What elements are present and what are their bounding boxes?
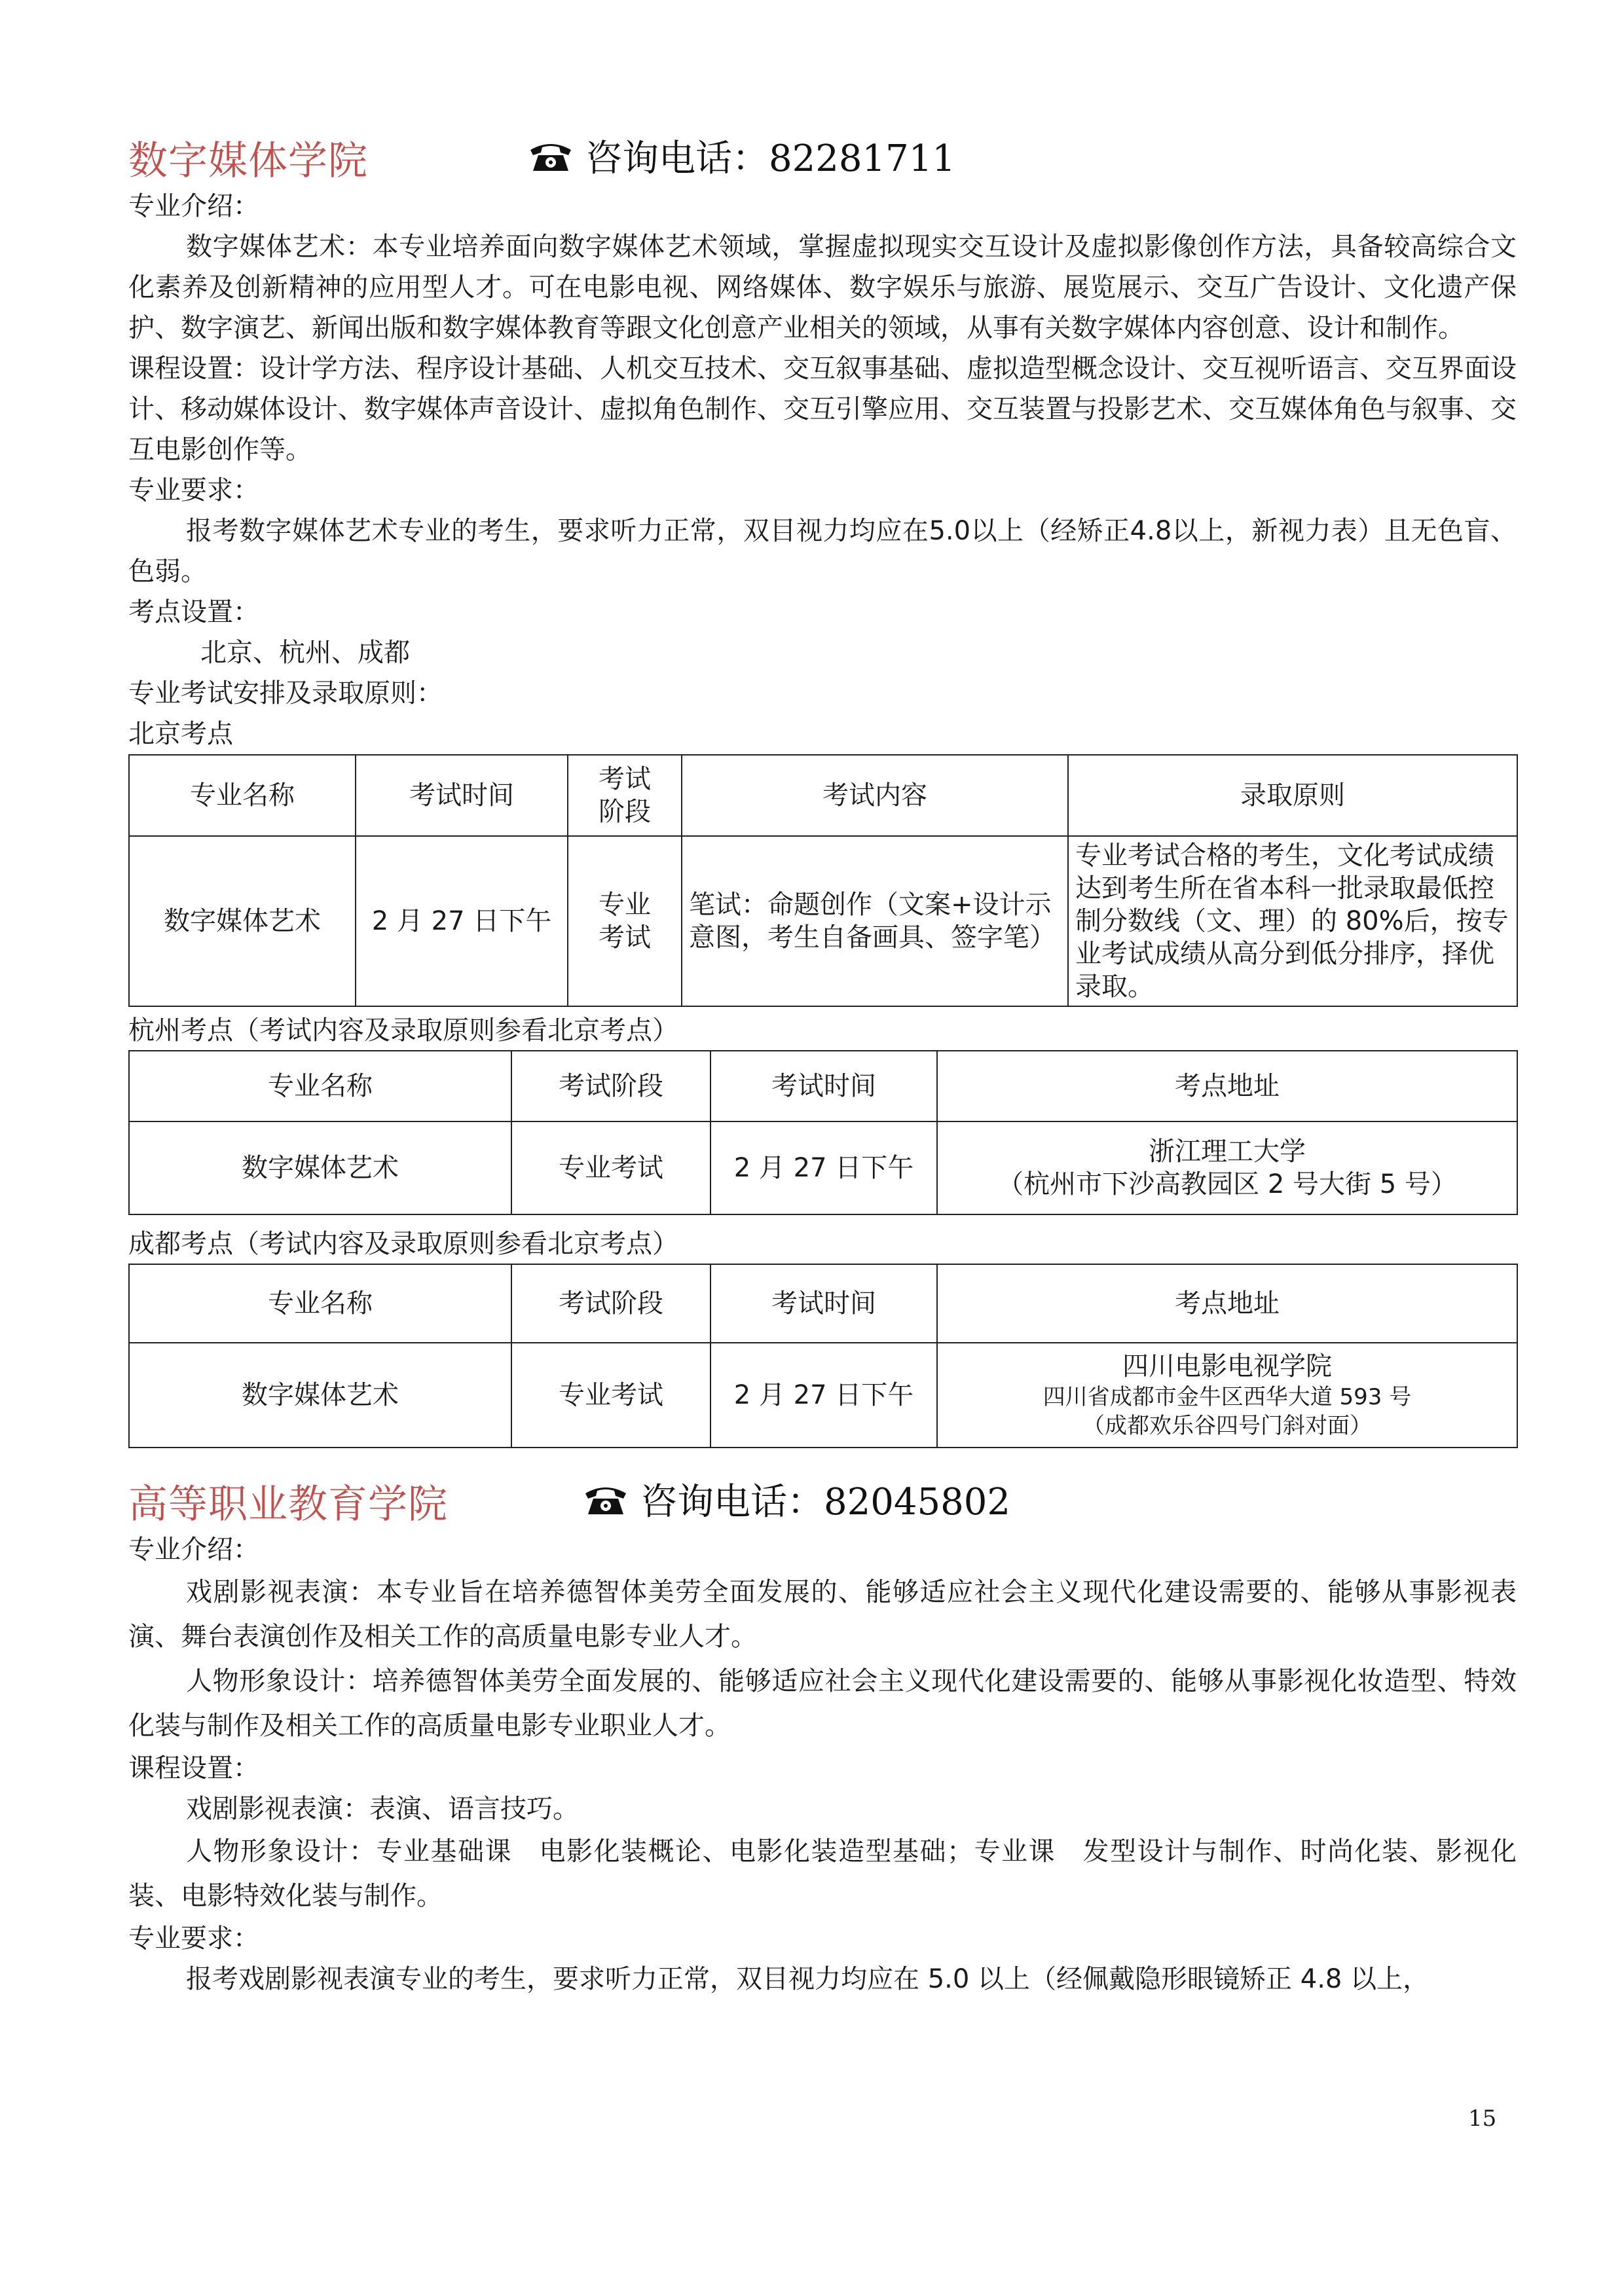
section-header [128, 118, 1517, 186]
phone-label: 咨询电话： [585, 137, 769, 180]
header-stage: 考试阶段 [568, 755, 682, 836]
venue-text: 北京、杭州、成都 [200, 638, 410, 668]
course-paragraph [128, 348, 1517, 470]
page-content [128, 118, 1517, 1999]
hangzhou-caption: 杭州考点（考试内容及录取原则参看北京考点） [128, 1015, 678, 1046]
header-major: 专业名称 [129, 755, 356, 836]
section-title: 高等职业教育学院 [128, 1482, 448, 1527]
course-label: 课程设置： [128, 1753, 259, 1783]
cell-time: 2 月 27 日下午 [710, 1121, 937, 1214]
cell-address [937, 1121, 1517, 1214]
requirement-text: 报考数字媒体艺术专业的考生，要求听力正常，双目视力均应在5.0以上（经矫正4.8以上，新视力表）且无色盲、色弱。 [128, 516, 1517, 587]
header-major: 专业名称 [129, 1264, 511, 1343]
phone-number: 82281711 [769, 137, 956, 180]
requirement-label: 专业要求： [128, 475, 259, 505]
phone-number: 82045802 [824, 1481, 1011, 1523]
address-line: 四川电影电视学院 [1122, 1351, 1332, 1381]
header-major: 专业名称 [129, 1051, 511, 1121]
address-line: 浙江理工大学 [1149, 1137, 1306, 1167]
course-paragraph: 人物形象设计：专业基础课 电影化装概论、电影化装造型基础；专业课 发型设计与制作、时尚化装、影视化装、电影特效化装与制作。 [128, 1836, 1517, 1911]
address-line: 四川省成都市金牛区西华大道 593 号 [1043, 1384, 1412, 1410]
requirement-label: 专业要求： [128, 1923, 259, 1954]
header-time: 考试时间 [710, 1264, 937, 1343]
chengdu-exam-table [128, 1264, 1518, 1448]
cell-major: 数字媒体艺术 [129, 836, 356, 1006]
table-row [129, 1343, 1517, 1448]
hangzhou-exam-table [128, 1050, 1518, 1215]
cell-stage: 专业考试 [511, 1343, 710, 1448]
table-row [129, 1121, 1517, 1214]
phone-contact [528, 130, 955, 183]
intro-label: 专业介绍： [128, 1535, 259, 1565]
cell-major: 数字媒体艺术 [129, 1121, 511, 1214]
intro-label: 专业介绍： [128, 191, 259, 221]
header-address: 考点地址 [937, 1264, 1517, 1343]
intro-paragraph: 人物形象设计：培养德智体美劳全面发展的、能够适应社会主义现代化建设需要的、能够从事影视化妆造型、特效化装与制作及相关工作的高质量电影专业职业人才。 [128, 1666, 1517, 1741]
venue-label: 考点设置： [128, 597, 259, 627]
header-stage: 考试阶段 [511, 1264, 710, 1343]
cell-major: 数字媒体艺术 [129, 1343, 511, 1448]
course-label: 课程设置： [128, 354, 259, 384]
cell-content: 笔试：命题创作（文案+设计示意图，考生自备画具、签字笔） [682, 836, 1068, 1006]
intro-text: 数字媒体艺术：本专业培养面向数字媒体艺术领域，掌握虚拟现实交互设计及虚拟影像创作方法，具备较高综合文化素养及创新精神的应用型人才。可在电影电视、网络媒体、数字娱乐与旅游、展览展示、交互广告设计、文化遗产保护、数字演艺、新闻出版和数字媒体教育等跟文化创意产业相关的领域，从事有关数字媒体内容创意、设计和制作。 [128, 232, 1517, 343]
course-paragraph: 戏剧影视表演：表演、语言技巧。 [186, 1794, 579, 1824]
phone-contact [583, 1473, 1010, 1526]
requirement-text: 报考戏剧影视表演专业的考生，要求听力正常，双目视力均应在 5.0 以上（经佩戴隐形眼镜矫正 4.8 以上， [186, 1964, 1430, 1994]
header-time: 考试时间 [356, 755, 568, 836]
header-principle: 录取原则 [1068, 755, 1517, 836]
section-header [128, 1461, 1517, 1529]
cell-address [937, 1343, 1517, 1448]
beijing-caption: 北京考点 [128, 719, 233, 749]
address-line: （成都欢乐谷四号门斜对面） [1082, 1413, 1372, 1439]
telephone-icon [583, 1484, 629, 1526]
cell-principle: 专业考试合格的考生，文化考试成绩达到考生所在省本科一批录取最低控制分数线（文、理）的 80%后，按专业考试成绩从高分到低分排序，择优录取。 [1068, 836, 1517, 1006]
arrangement-label: 专业考试安排及录取原则： [128, 678, 443, 708]
chengdu-caption: 成都考点（考试内容及录取原则参看北京考点） [128, 1229, 678, 1259]
address-line: （杭州市下沙高教园区 2 号大街 5 号） [997, 1169, 1457, 1199]
cell-stage: 专业考试 [511, 1121, 710, 1214]
page-number: 15 [1468, 2105, 1497, 2132]
cell-time: 2 月 27 日下午 [710, 1343, 937, 1448]
table-header-row [129, 1051, 1517, 1121]
header-stage: 考试阶段 [511, 1051, 710, 1121]
cell-stage: 专业考试 [568, 836, 682, 1006]
course-text: 设计学方法、程序设计基础、人机交互技术、交互叙事基础、虚拟造型概念设计、交互视听语言、交互界面设计、移动媒体设计、数字媒体声音设计、虚拟角色制作、交互引擎应用、交互装置与投影艺术、交互媒体角色与叙事、交互电影创作等。 [128, 354, 1517, 465]
intro-paragraph: 戏剧影视表演：本专业旨在培养德智体美劳全面发展的、能够适应社会主义现代化建设需要的、能够从事影视表演、舞台表演创作及相关工作的高质量电影专业人才。 [128, 1577, 1517, 1652]
table-row [129, 836, 1517, 1006]
table-header-row [129, 1264, 1517, 1343]
table-header-row [129, 755, 1517, 836]
telephone-icon [528, 140, 574, 183]
cell-time: 2 月 27 日下午 [356, 836, 568, 1006]
header-address: 考点地址 [937, 1051, 1517, 1121]
header-content: 考试内容 [682, 755, 1068, 836]
header-time: 考试时间 [710, 1051, 937, 1121]
phone-label: 咨询电话： [640, 1481, 824, 1523]
section-title: 数字媒体学院 [128, 138, 368, 184]
beijing-exam-table [128, 754, 1518, 1007]
